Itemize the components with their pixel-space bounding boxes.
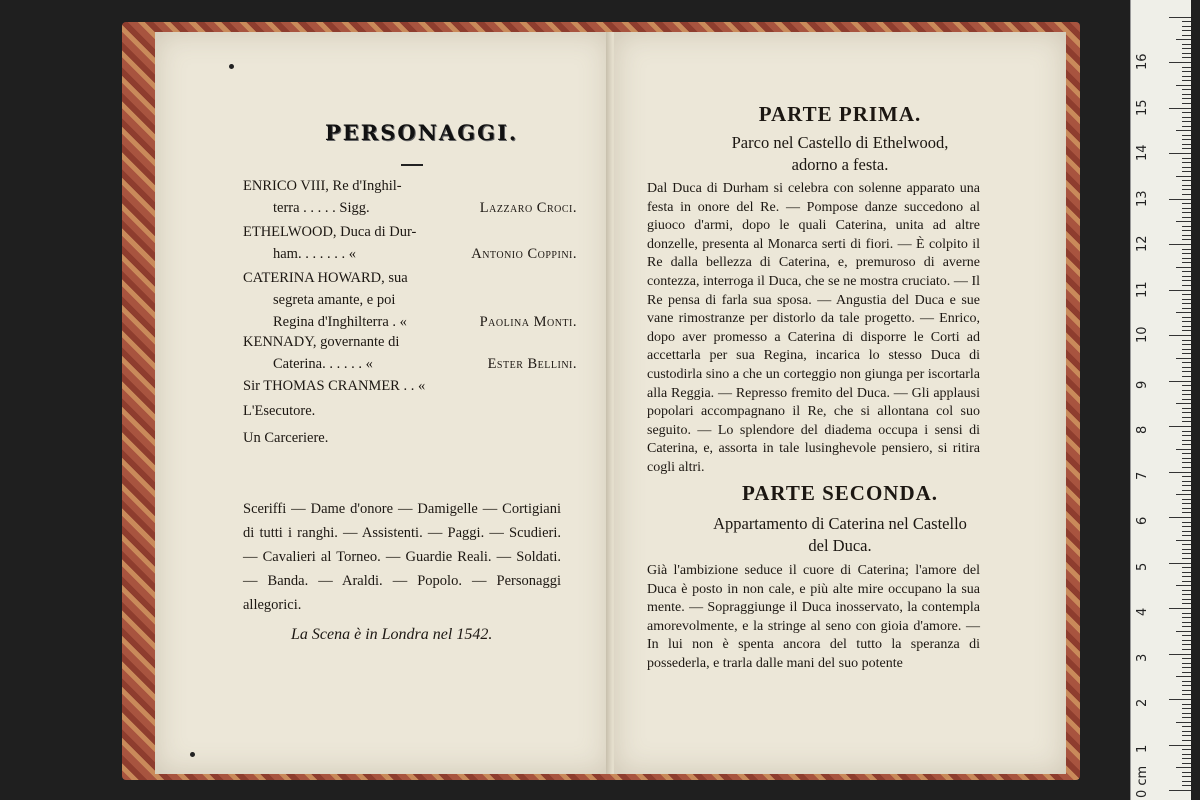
ruler-tick <box>1182 776 1191 777</box>
ruler-tick <box>1182 704 1191 705</box>
ruler-tick <box>1182 308 1191 309</box>
ruler-tick <box>1182 121 1191 122</box>
ruler-label: 12 <box>1135 235 1150 252</box>
ruler-tick <box>1182 189 1191 190</box>
ruler-tick <box>1182 394 1191 395</box>
ruler-tick <box>1169 290 1191 291</box>
scene-setting: La Scena è in Londra nel 1542. <box>291 626 493 643</box>
ruler-label: 7 <box>1135 471 1150 480</box>
character-entry: Sir THOMAS CRANMER . . « <box>243 378 426 394</box>
ruler-tick <box>1182 558 1191 559</box>
ruler-tick <box>1182 235 1191 236</box>
ruler-tick <box>1182 112 1191 113</box>
ruler-tick <box>1182 658 1191 659</box>
ruler-tick <box>1176 312 1191 313</box>
ruler-tick <box>1182 158 1191 159</box>
ruler-tick <box>1182 740 1191 741</box>
ruler-tick <box>1182 599 1191 600</box>
ruler-tick <box>1182 171 1191 172</box>
ruler-tick <box>1182 103 1191 104</box>
ruler-tick <box>1182 726 1191 727</box>
ruler-label: 15 <box>1135 98 1150 116</box>
ruler-tick <box>1182 362 1191 363</box>
ruler-tick <box>1182 230 1191 231</box>
ruler-tick <box>1182 194 1191 195</box>
ruler-label: 6 <box>1135 516 1150 525</box>
ruler-tick <box>1182 326 1191 327</box>
ruler-tick <box>1182 98 1191 99</box>
ruler-tick <box>1182 626 1191 627</box>
ruler-tick <box>1182 467 1191 468</box>
ruler-tick <box>1182 617 1191 618</box>
ruler-tick <box>1182 44 1191 45</box>
ruler-tick <box>1182 35 1191 36</box>
ruler-tick <box>1182 280 1191 281</box>
ruler-tick <box>1182 57 1191 58</box>
ruler-tick <box>1182 685 1191 686</box>
part-two-subtitle-line1: Appartamento di Caterina nel Castello <box>713 514 967 533</box>
ruler-tick <box>1182 512 1191 513</box>
ruler-tick <box>1176 39 1191 40</box>
ruler-tick <box>1182 212 1191 213</box>
ruler-tick <box>1169 654 1191 655</box>
ruler-tick <box>1182 180 1191 181</box>
ruler-tick <box>1182 285 1191 286</box>
ruler-tick <box>1182 444 1191 445</box>
ruler-tick <box>1182 390 1191 391</box>
ruler-tick <box>1182 317 1191 318</box>
ruler-label: 2 <box>1135 698 1150 707</box>
ruler-tick <box>1176 267 1191 268</box>
ruler-tick <box>1182 613 1191 614</box>
left-page <box>155 32 611 774</box>
ruler-tick <box>1182 535 1191 536</box>
ruler-tick <box>1182 649 1191 650</box>
ruler-tick <box>1176 403 1191 404</box>
ruler-tick <box>1169 244 1191 245</box>
ruler-tick <box>1182 53 1191 54</box>
ruler-tick <box>1182 690 1191 691</box>
ruler-tick <box>1182 758 1191 759</box>
ruler-tick <box>1182 353 1191 354</box>
ruler-tick <box>1182 485 1191 486</box>
ruler-tick <box>1169 17 1191 18</box>
ruler-tick <box>1182 508 1191 509</box>
ruler-tick <box>1182 431 1191 432</box>
ruler-tick <box>1182 26 1191 27</box>
character-entry: ENRICO VIII, Re d'Inghil- terra . . . . . Sigg. Lazzaro Croci. <box>243 175 573 219</box>
ruler-tick <box>1182 553 1191 554</box>
ruler-tick <box>1176 221 1191 222</box>
ruler-tick <box>1182 481 1191 482</box>
ruler-tick <box>1182 321 1191 322</box>
ruler-tick <box>1182 89 1191 90</box>
ruler-tick <box>1182 217 1191 218</box>
ruler-tick <box>1182 499 1191 500</box>
ruler-tick <box>1182 303 1191 304</box>
ruler-tick <box>1182 476 1191 477</box>
ruler-tick <box>1182 271 1191 272</box>
part-two-title: PARTE SECONDA. <box>741 481 939 505</box>
ruler-tick <box>1169 381 1191 382</box>
ruler-tick <box>1182 663 1191 664</box>
ruler-tick <box>1182 226 1191 227</box>
ruler-label: 10 <box>1135 326 1150 343</box>
ruler-tick <box>1169 517 1191 518</box>
ruler-tick <box>1182 48 1191 49</box>
ruler-tick <box>1169 608 1191 609</box>
ruler-label: 13 <box>1135 189 1150 207</box>
ruler-tick <box>1182 162 1191 163</box>
ruler-label: 11 <box>1135 280 1150 298</box>
ruler-tick <box>1169 563 1191 564</box>
ruler-tick <box>1182 754 1191 755</box>
character-entry: ETHELWOOD, Duca di Dur- ham. . . . . . . « Antonio Coppini. <box>243 221 573 265</box>
ruler-label: 16 <box>1135 53 1150 70</box>
ruler-tick <box>1176 130 1191 131</box>
ruler-tick <box>1182 772 1191 773</box>
ruler-tick <box>1182 462 1191 463</box>
ruler-tick <box>1182 763 1191 764</box>
ruler-label: 8 <box>1135 425 1150 434</box>
character-entry: Un Carceriere. <box>243 430 329 446</box>
ruler-tick <box>1182 148 1191 149</box>
ruler-tick <box>1182 544 1191 545</box>
ruler-tick <box>1182 421 1191 422</box>
ruler-tick <box>1182 340 1191 341</box>
ruler-tick <box>1182 590 1191 591</box>
ruler-tick <box>1182 412 1191 413</box>
ruler-tick <box>1182 640 1191 641</box>
ruler-tick <box>1169 745 1191 746</box>
ink-spot <box>190 752 195 757</box>
ruler-tick <box>1182 71 1191 72</box>
ruler-tick <box>1182 567 1191 568</box>
ruler-tick <box>1182 458 1191 459</box>
ruler-tick <box>1176 176 1191 177</box>
ruler-label: 4 <box>1135 607 1150 616</box>
ruler-tick <box>1169 108 1191 109</box>
ruler-tick <box>1176 676 1191 677</box>
ruler-tick <box>1182 371 1191 372</box>
ruler-tick <box>1176 540 1191 541</box>
part-one-subtitle-line1: Parco nel Castello di Ethelwood, <box>731 133 949 152</box>
part-two-subtitle-line2: del Duca. <box>808 536 872 555</box>
ruler-tick <box>1182 399 1191 400</box>
ruler-label: 3 <box>1135 653 1150 662</box>
ruler-tick <box>1182 76 1191 77</box>
ruler-tick <box>1182 262 1191 263</box>
ruler-tick <box>1182 417 1191 418</box>
ruler-tick <box>1182 644 1191 645</box>
ruler-tick <box>1182 667 1191 668</box>
ruler-tick <box>1182 717 1191 718</box>
ruler-tick <box>1176 585 1191 586</box>
ruler-tick <box>1182 144 1191 145</box>
ruler-tick <box>1176 722 1191 723</box>
ruler-tick <box>1182 135 1191 136</box>
ruler-tick <box>1182 67 1191 68</box>
ruler-tick <box>1169 790 1191 791</box>
ruler-tick <box>1182 435 1191 436</box>
ruler-label: 0 cm <box>1135 765 1150 798</box>
ruler-tick <box>1182 731 1191 732</box>
part-one-text: Dal Duca di Durham si celebra con solenne apparato una festa in onore del Re. — Pompose danze succedono al giuoco d'armi, dopo le quali Caterina, unita ad altre donzelle, presenta al Monarca serti di fiori. — È colpito il Re dalla bellezza di Caterina, e, premuroso di averne contezza, interroga il Duca, che se ne mostra cruciato. — Il Re pensa di farla sua sposa. — Angustia del Duca e sue vane rimostranze per distorlo da tale progetto. — Enrico, dopo aver promesso a Caterina di disporre le Corti ad accettarla per sua Regina, incarica lo stesso Duca di custodirla sino a che un corteggio non giunga per iscortarla alla Reggia. — Represso fremito del Duca. — Gli applausi popolari accompagnano il Re, che si allontana col suo seguito. — Lo splendore del diadema occupa i sensi di Caterina, e, assorta in tale lusinghevole pensiero, si ritira cogli altri. <box>647 181 980 475</box>
cast-list-title: PERSONAGGI. <box>325 120 519 145</box>
actor-name: Lazzaro Croci. <box>479 200 577 216</box>
ruler-tick <box>1182 549 1191 550</box>
ruler-tick <box>1176 85 1191 86</box>
ruler-tick <box>1182 294 1191 295</box>
ruler-tick <box>1182 376 1191 377</box>
ruler-tick <box>1182 453 1191 454</box>
ruler-tick <box>1182 21 1191 22</box>
actor-name: Paolina Monti. <box>479 314 577 330</box>
ruler-tick <box>1182 594 1191 595</box>
ruler-label: 1 <box>1135 744 1150 753</box>
ruler-tick <box>1182 603 1191 604</box>
ink-spot <box>229 64 234 69</box>
ruler-tick <box>1182 503 1191 504</box>
part-one-subtitle-line2: adorno a festa. <box>791 155 889 174</box>
ruler-tick <box>1182 622 1191 623</box>
chorus-list: Sceriffi — Dame d'onore — Damigelle — Cortigiani di tutti i ranghi. — Assistenti. — Paggi. — Scudieri. — Cavalieri al Torneo. — Guardie Reali. — Soldati. — Banda. — Araldi. — Popolo. — Personaggi allegorici. <box>243 501 561 613</box>
ruler-tick <box>1182 531 1191 532</box>
ruler-tick <box>1182 440 1191 441</box>
ruler-tick <box>1182 367 1191 368</box>
ruler-label: 14 <box>1135 144 1150 161</box>
ruler-tick <box>1169 472 1191 473</box>
ruler-tick <box>1182 203 1191 204</box>
ruler-tick <box>1182 576 1191 577</box>
ruler-tick <box>1169 153 1191 154</box>
part-two-text: Già l'ambizione seduce il cuore di Caterina; l'amore del Duca è posto in non cale, e più alte mire occupano la sua mente. — Sopraggiunge il Duca inosservato, la contempla amorevolmente, e la stringe al seno con gioia d'amore. — In lui non è spenta ancora del tutto la speranza di possederla, e trarla dalle mani del suo potente <box>647 563 980 671</box>
ruler-tick <box>1182 781 1191 782</box>
ruler-tick <box>1182 258 1191 259</box>
ruler-tick <box>1169 335 1191 336</box>
ruler-tick <box>1182 713 1191 714</box>
character-entry: L'Esecutore. <box>243 403 316 419</box>
ruler-tick <box>1182 681 1191 682</box>
ruler-tick <box>1182 581 1191 582</box>
ruler-tick <box>1182 117 1191 118</box>
ruler-tick <box>1169 199 1191 200</box>
character-entry: CATERINA HOWARD, sua segreta amante, e poi Regina d'Inghilterra . « Paolina Monti. <box>243 267 573 333</box>
ruler-tick <box>1176 631 1191 632</box>
ruler-tick <box>1182 167 1191 168</box>
ruler-tick <box>1182 80 1191 81</box>
ruler-tick <box>1176 358 1191 359</box>
ruler-tick <box>1182 572 1191 573</box>
ruler-tick <box>1169 699 1191 700</box>
ruler-tick <box>1182 185 1191 186</box>
ruler-label: 9 <box>1135 380 1150 389</box>
ruler-tick <box>1176 494 1191 495</box>
ruler-tick <box>1182 672 1191 673</box>
ruler-tick <box>1182 94 1191 95</box>
measurement-ruler <box>1130 0 1191 800</box>
ruler-tick <box>1182 276 1191 277</box>
ruler-tick <box>1182 490 1191 491</box>
title-rule <box>401 164 423 166</box>
ruler-label: 5 <box>1135 562 1150 571</box>
ruler-tick <box>1182 349 1191 350</box>
ruler-tick <box>1182 126 1191 127</box>
ruler-tick <box>1182 735 1191 736</box>
ruler-tick <box>1182 408 1191 409</box>
ruler-tick <box>1182 522 1191 523</box>
ruler-tick <box>1176 449 1191 450</box>
ruler-tick <box>1182 299 1191 300</box>
actor-name: Ester Bellini. <box>487 356 577 372</box>
ruler-tick <box>1182 208 1191 209</box>
ruler-tick <box>1182 30 1191 31</box>
ruler-tick <box>1182 239 1191 240</box>
ruler-tick <box>1182 708 1191 709</box>
ruler-tick <box>1169 426 1191 427</box>
ruler-tick <box>1182 330 1191 331</box>
ruler-tick <box>1182 694 1191 695</box>
ruler-tick <box>1182 139 1191 140</box>
part-one-title: PARTE PRIMA. <box>758 102 922 126</box>
ruler-tick <box>1182 526 1191 527</box>
ruler-tick <box>1182 785 1191 786</box>
ruler-tick <box>1182 385 1191 386</box>
ruler-tick <box>1182 635 1191 636</box>
actor-name: Antonio Coppini. <box>471 246 577 262</box>
ruler-tick <box>1182 344 1191 345</box>
ruler-tick <box>1182 749 1191 750</box>
right-page <box>614 32 1066 774</box>
character-entry: KENNADY, governante di Caterina. . . . . . « Ester Bellini. <box>243 331 573 375</box>
ruler-tick <box>1182 253 1191 254</box>
ruler-tick <box>1176 767 1191 768</box>
ruler-tick <box>1169 62 1191 63</box>
ruler-tick <box>1182 249 1191 250</box>
